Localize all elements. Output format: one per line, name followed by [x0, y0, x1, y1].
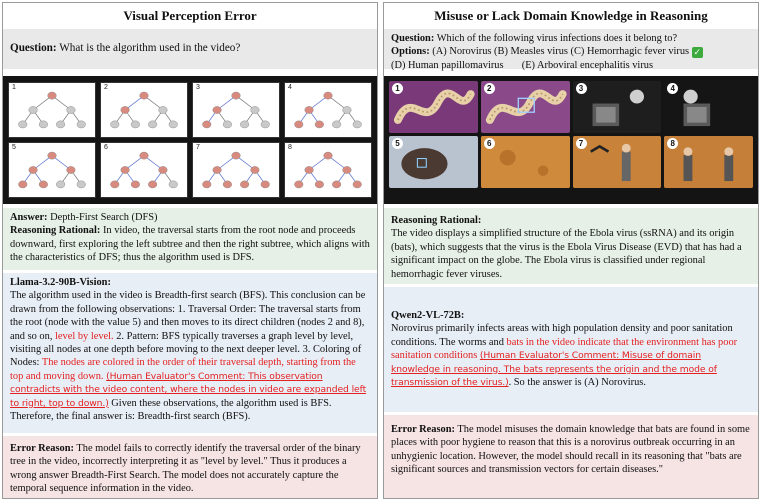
check-icon: ✓ [693, 47, 701, 58]
virus-frame [389, 81, 478, 133]
right-question [384, 29, 758, 69]
frame-number: 2 [484, 83, 495, 94]
virus-frame [664, 136, 753, 188]
left-model-text-2: 2. Pattern: BFS typically traverses a graph level by level, visiting all nodes at one depth before moving to the next deeper level. 3. Coloring of Nodes: [10, 330, 362, 369]
tree-frame [284, 142, 372, 198]
frame-number: 7 [576, 138, 587, 149]
left-model-body [10, 289, 370, 423]
left-model-red-1: level by level. [55, 330, 114, 342]
tree-frame [192, 82, 280, 138]
right-panel [383, 2, 759, 499]
right-question-text: Which of the following virus infections does it belong to? [436, 33, 678, 44]
frame-number: 3 [576, 83, 587, 94]
left-model-text-1: The algorithm used in the video is Breadth-first search (BFS). This conclusion can be drawn from the following observations: 1. Traversal Order: The traversal starts from the root (node with the value 5) and then moves to its direct children (nodes 2 and 8), and so on, [10, 290, 366, 342]
tree-frame [100, 142, 188, 198]
frame-number: 2 [104, 84, 108, 91]
frame-number: 8 [288, 144, 292, 151]
left-model-label: Llama-3.2-90B-Vision: [10, 277, 111, 288]
right-rational-label: Reasoning Rational: [391, 215, 482, 226]
tree-frame [192, 142, 280, 198]
right-error-text: The model misuses the domain knowledge that bats are found in some places with poor hygiene to reason that this is a norovirus outbreak occurring in an unhygienic location. However, the model should recall in its reasoning that "bats are significant sources and transmission vectors for certain diseases." [391, 424, 750, 476]
frame-number: 1 [392, 83, 403, 94]
right-option-e: (E) Arboviral encephalitis virus [521, 59, 654, 71]
right-model-red-1: bats in the video indicate that the environment has poor sanitation conditions [391, 336, 738, 362]
virus-frame-grid [384, 76, 758, 193]
left-answer-label: Answer: [10, 212, 48, 223]
right-model-text-1: Norovirus primarily infects areas with high population density and poor sanitation conditions. The worms and [391, 323, 733, 348]
right-model-response [384, 287, 758, 412]
left-question-label: Question: [10, 42, 57, 54]
frame-number: 3 [196, 84, 200, 91]
left-error-label: Error Reason: [10, 443, 74, 454]
virus-frame [573, 136, 662, 188]
frame-number: 6 [104, 144, 108, 151]
right-error-reason [384, 415, 758, 499]
frame-number: 8 [667, 138, 678, 149]
right-error-label: Error Reason: [391, 424, 455, 435]
tree-frame [100, 82, 188, 138]
left-answer-section [3, 208, 377, 270]
virus-frame [481, 136, 570, 188]
frame-number: 4 [667, 83, 678, 94]
tree-frame [8, 142, 96, 198]
left-question-text: What is the algorithm used in the video? [59, 42, 241, 54]
left-rational-text: In video, the traversal starts from the root node and proceeds downward, first exploring the left subtree and then the right subtree, which aligns with the characteristics of DFS; thus the algorithm used is DFS. [10, 225, 370, 264]
right-video-frames [384, 76, 758, 204]
tree-frame [284, 82, 372, 138]
right-model-text-2: . So the answer is (A) Norovirus. [508, 377, 646, 389]
virus-frame [573, 81, 662, 133]
frame-number: 7 [196, 144, 200, 151]
left-video-frames [3, 76, 377, 204]
right-options-line1: (A) Norovirus (B) Measles virus (C) Hemorrhagic fever virus [432, 46, 690, 58]
right-question-label: Question: [391, 33, 435, 44]
right-rational-section [384, 208, 758, 284]
right-model-label: Qwen2-VL-72B: [391, 310, 465, 321]
tree-frame [8, 82, 96, 138]
virus-frame [389, 136, 478, 188]
right-options-label: Options: [391, 46, 430, 58]
virus-frame [664, 81, 753, 133]
left-rational-label: Reasoning Rational: [10, 225, 101, 237]
frame-number: 1 [12, 84, 16, 91]
right-panel-title: Misuse or Lack Domain Knowledge in Reasoning [384, 3, 758, 29]
right-rational-text: The video displays a simplified structure of the Ebola virus (ssRNA) and its origin (bats), which suggests that the virus is the Ebola Virus Disease (EVD) that has had a significant impact on the globe. The Ebola virus is classified under regional hemorrhagic fever viruses. [391, 228, 742, 280]
left-panel [2, 2, 378, 499]
left-model-red-2: The nodes are colored in the order of their traversal depth, starting from the top and moving down. [10, 357, 356, 382]
frame-number: 6 [484, 138, 495, 149]
left-evaluator-comment: (Human Evaluator's Comment: This observation contradicts with the video content, where the nodes in video are expanded left to right, top to down.) [10, 370, 367, 409]
frame-number: 5 [12, 144, 16, 151]
left-error-text: The model fails to correctly identify the traversal order of the binary tree in the video, incorrectly interpreting it as "level by level." Thus it produces a wrong answer Breadth-First Search. The model does not accurately capture the temporal sequence information in the video. [10, 443, 361, 495]
right-option-d: (D) Human papillomavirus [391, 59, 504, 71]
frame-number: 5 [392, 138, 403, 149]
right-model-body [391, 322, 751, 389]
left-question [3, 29, 377, 69]
left-error-reason [3, 436, 377, 499]
left-answer-text: Depth-First Search (DFS) [50, 212, 158, 223]
virus-frame [481, 81, 570, 133]
left-model-response [3, 273, 377, 433]
frame-number: 4 [288, 84, 292, 91]
left-panel-title: Visual Perception Error [3, 3, 377, 29]
tree-frame-grid [3, 76, 377, 204]
right-evaluator-comment: (Human Evaluator's Comment: Misuse of domain knowledge in reasoning. The bats represents the origin and the mode of transmission of the virus.) [391, 350, 717, 389]
left-model-text-3: Given these observations, the algorithm used is BFS. Therefore, the final answer is: Breadth-first search (BFS). [10, 397, 332, 423]
